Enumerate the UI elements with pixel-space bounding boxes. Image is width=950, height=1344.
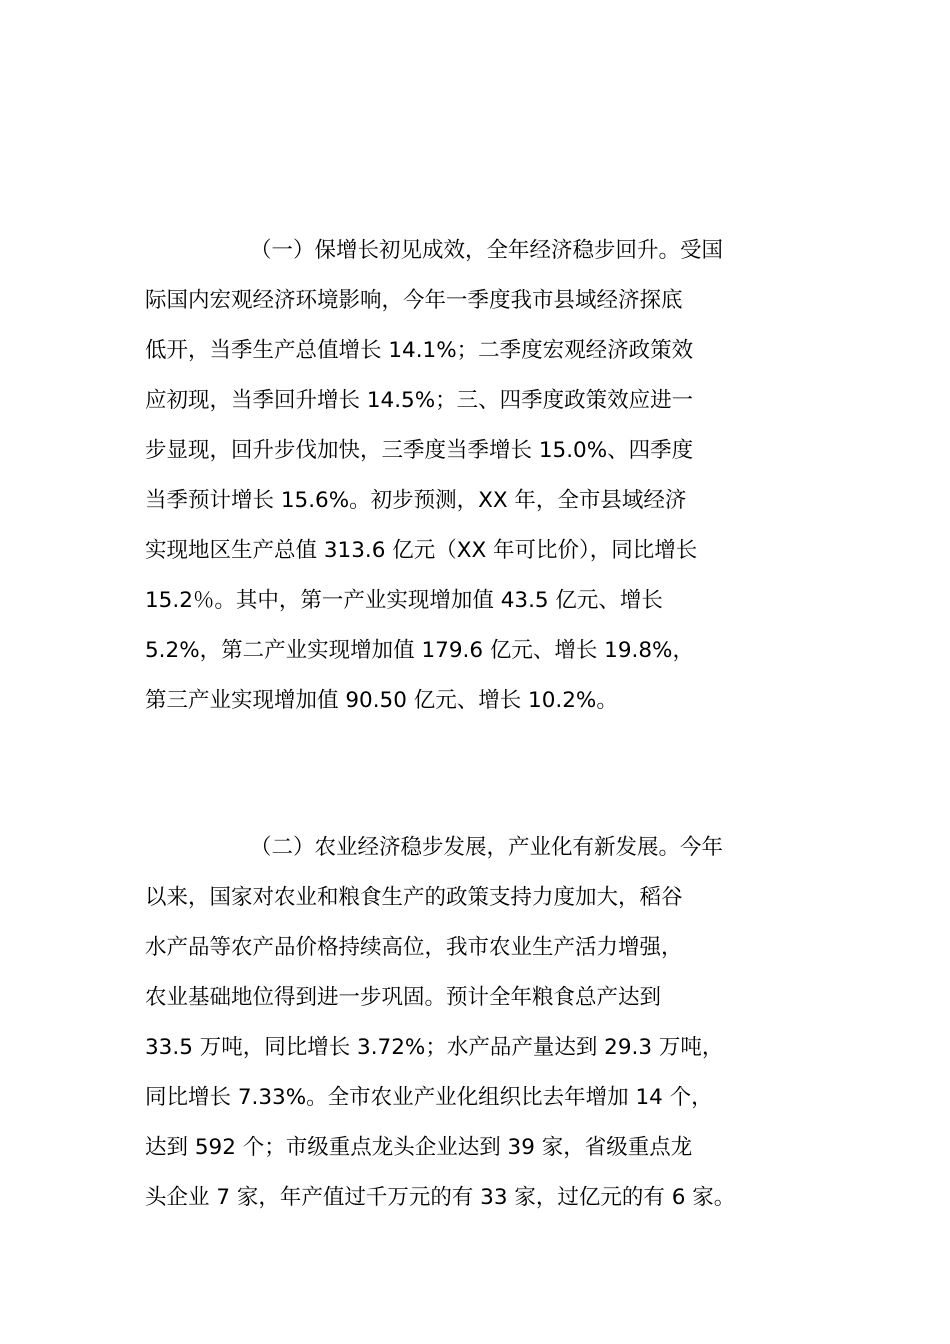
paragraph-line: （一）保增长初见成效，全年经济稳步回升。受国 [250,238,724,263]
paragraph-line: 以来，国家对农业和粮食生产的政策支持力度加大，稻谷 [145,885,683,910]
paragraph-line: 第三产业实现增加值 90.50 亿元、增长 10.2%。 [145,688,618,713]
paragraph-line: 头企业 7 家，年产值过千万元的有 33 家，过亿元的有 6 家。 [145,1185,736,1210]
paragraph-line: 同比增长 7.33%。全市农业产业化组织比去年增加 14 个， [145,1085,713,1110]
paragraph-line: 步显现，回升步伐加快，三季度当季增长 15.0%、四季度 [145,438,694,463]
paragraph-line: 当季预计增长 15.6%。初步预测，XX 年，全市县域经济 [145,488,687,513]
paragraph-line: （二）农业经济稳步发展，产业化有新发展。今年 [250,835,724,860]
paragraph-line: 达到 592 个；市级重点龙头企业达到 39 家，省级重点龙 [145,1135,693,1160]
paragraph-line: 5.2%，第二产业实现增加值 179.6 亿元、增长 19.8%， [145,638,694,663]
paragraph-line: 33.5 万吨，同比增长 3.72%；水产品产量达到 29.3 万吨， [145,1035,724,1060]
paragraph-line: 水产品等农产品价格持续高位，我市农业生产活力增强， [145,935,683,960]
paragraph-line: 际国内宏观经济环境影响，今年一季度我市县域经济探底 [145,288,683,313]
paragraph-line: 实现地区生产总值 313.6 亿元（XX 年可比价），同比增长 [145,538,698,563]
paragraph-line: 应初现，当季回升增长 14.5%；三、四季度政策效应进一 [145,388,694,413]
paragraph-economic-growth [145,226,835,726]
paragraph-line: 农业基础地位得到进一步巩固。预计全年粮食总产达到 [145,985,662,1010]
paragraph-line: 低开，当季生产总值增长 14.1%；二季度宏观经济政策效 [145,338,694,363]
paragraph-line: 15.2％。其中，第一产业实现增加值 43.5 亿元、增长 [145,588,663,613]
paragraph-agriculture [145,823,835,1223]
